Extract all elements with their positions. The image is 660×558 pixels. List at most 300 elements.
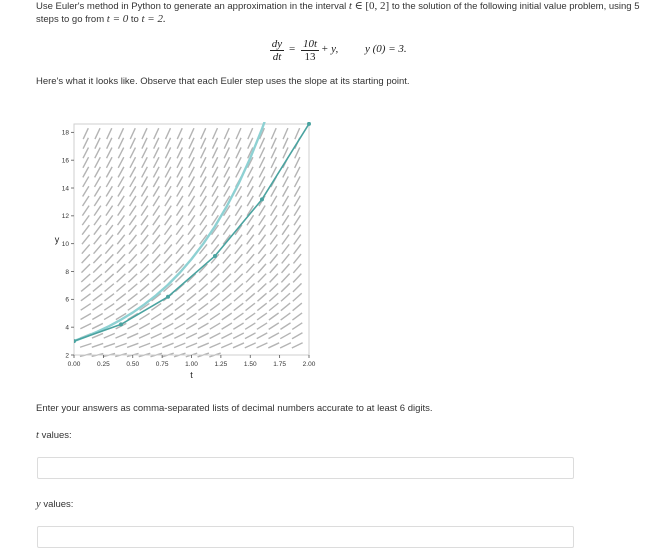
slope-mark: [105, 254, 113, 263]
slope-mark: [221, 343, 232, 348]
slope-mark: [189, 167, 195, 178]
x-tick-label: 1.75: [273, 361, 286, 368]
slope-mark: [293, 274, 301, 283]
instructions: Enter your answers as comma-separated lists of decimal numbers accurate to at least 6 digits.: [36, 403, 433, 414]
slope-mark: [187, 264, 195, 273]
slope-mark: [94, 245, 102, 254]
slope-mark: [94, 177, 100, 187]
y-tick-label: 14: [61, 185, 69, 193]
slope-mark: [222, 323, 232, 329]
problem-line2-start: steps to go from: [36, 14, 105, 25]
euler-point: [307, 122, 311, 126]
slope-mark: [81, 314, 91, 320]
slope-mark: [247, 244, 254, 253]
equals-sign: =: [289, 43, 296, 55]
slope-mark: [259, 157, 264, 168]
slope-mark: [140, 294, 149, 301]
slope-mark: [222, 293, 231, 301]
slope-mark: [187, 293, 196, 301]
slope-mark: [130, 167, 136, 178]
slope-mark: [259, 167, 265, 178]
slope-mark: [295, 167, 300, 178]
slope-mark: [235, 206, 241, 216]
slope-mark: [233, 343, 244, 348]
slope-mark: [188, 206, 194, 216]
slope-mark: [130, 186, 136, 196]
y-values-input[interactable]: [37, 526, 574, 548]
slope-mark: [107, 128, 112, 139]
slope-mark: [118, 167, 124, 178]
slope-mark: [118, 128, 123, 139]
slope-mark: [177, 196, 183, 206]
slope-mark: [115, 343, 126, 347]
slope-mark: [293, 264, 301, 273]
slope-mark: [82, 235, 90, 244]
slope-mark: [294, 235, 301, 245]
slope-mark: [294, 186, 300, 196]
slope-mark: [186, 323, 196, 329]
slope-mark: [106, 186, 112, 196]
slope-mark: [95, 157, 101, 168]
problem-intro: Use Euler's method in Python to generate an approximation in the interval: [36, 1, 347, 12]
slope-mark: [295, 157, 300, 168]
slope-mark: [223, 264, 231, 273]
slope-mark: [106, 206, 113, 216]
slope-mark: [142, 138, 147, 149]
slope-mark: [293, 303, 302, 311]
slope-mark: [246, 254, 254, 263]
slope-mark: [176, 206, 183, 216]
slope-mark: [283, 176, 289, 187]
x-tick-label: 0.00: [67, 361, 81, 368]
slope-mark: [118, 148, 123, 159]
slope-mark: [257, 303, 266, 310]
slope-mark: [93, 264, 102, 272]
y-axis-label: y: [54, 234, 60, 245]
slope-mark: [281, 303, 290, 311]
slope-mark: [258, 235, 265, 245]
slope-mark: [200, 196, 206, 206]
slope-mark: [140, 254, 148, 263]
plot-description: Here's what it looks like. Observe that each Euler step uses the slope at its starting point.: [36, 76, 410, 87]
slope-mark: [198, 333, 209, 338]
slope-mark: [282, 206, 288, 216]
slope-mark: [81, 304, 91, 311]
slope-mark: [94, 206, 101, 216]
slope-mark: [105, 235, 113, 244]
slope-mark: [163, 313, 173, 319]
slope-mark: [130, 157, 136, 168]
slope-mark: [140, 274, 149, 282]
slope-mark: [118, 206, 125, 216]
rhs-numerator: 10t: [302, 38, 318, 50]
slope-mark: [83, 157, 89, 168]
slope-mark: [94, 225, 101, 235]
slope-mark: [141, 245, 149, 254]
slope-mark: [210, 313, 220, 320]
slope-mark: [201, 128, 206, 139]
slope-mark: [154, 147, 159, 158]
slope-mark: [235, 235, 242, 245]
slope-mark: [153, 196, 159, 206]
slope-mark: [212, 167, 218, 178]
slope-mark: [176, 225, 183, 235]
slope-mark: [129, 254, 137, 263]
slope-mark: [188, 186, 194, 196]
slope-mark: [141, 186, 147, 196]
slope-mark: [210, 303, 220, 310]
slope-mark: [248, 138, 253, 149]
x-tick-label: 2.00: [302, 361, 316, 368]
initial-condition: y (0) = 3.: [365, 43, 407, 55]
slope-mark: [281, 274, 289, 283]
slope-mark: [107, 148, 112, 159]
slope-mark: [187, 284, 196, 292]
slope-mark: [141, 215, 148, 225]
element-of-symbol: ∈: [354, 0, 363, 12]
slope-mark: [128, 294, 137, 301]
slope-mark: [118, 186, 124, 196]
slope-mark: [224, 176, 230, 187]
slope-mark: [246, 274, 254, 283]
x-axis-label: t: [190, 370, 193, 380]
slope-mark: [271, 186, 277, 196]
slope-mark: [141, 206, 148, 216]
slope-mark: [93, 294, 103, 301]
slope-mark: [174, 343, 185, 347]
slope-mark: [211, 235, 218, 245]
slope-mark: [280, 343, 291, 348]
slope-mark: [139, 333, 150, 338]
slope-mark: [177, 138, 182, 149]
slope-mark: [186, 343, 197, 348]
slope-mark: [164, 264, 172, 273]
slope-mark: [142, 157, 148, 168]
slope-mark: [222, 313, 232, 320]
slope-mark: [211, 274, 219, 282]
slope-mark: [83, 138, 88, 149]
slope-mark: [80, 323, 91, 328]
slope-mark: [153, 215, 160, 225]
slope-mark: [129, 235, 136, 244]
slope-mark: [280, 323, 290, 330]
slope-mark: [258, 264, 266, 273]
slope-mark: [165, 206, 172, 216]
slope-mark: [106, 167, 112, 178]
slope-mark: [186, 313, 196, 320]
slope-mark: [258, 274, 266, 283]
slope-mark: [270, 244, 277, 253]
slope-mark: [294, 225, 301, 235]
slope-mark: [282, 225, 289, 235]
rhs-fraction: [301, 38, 319, 63]
slope-mark: [234, 264, 242, 273]
slope-mark: [247, 167, 253, 178]
slope-mark: [106, 225, 113, 235]
slope-mark: [81, 294, 91, 301]
slope-mark: [294, 244, 301, 254]
slope-mark: [104, 313, 114, 319]
slope-mark: [92, 343, 103, 347]
slope-mark: [271, 147, 276, 158]
slope-mark: [83, 148, 88, 159]
euler-point: [119, 322, 123, 326]
slope-mark: [142, 177, 148, 187]
slope-mark: [116, 284, 125, 292]
slope-mark: [83, 167, 89, 177]
slope-mark: [212, 176, 218, 187]
slope-mark: [245, 343, 256, 348]
slope-mark: [246, 264, 254, 273]
slope-mark: [223, 225, 230, 235]
slope-mark: [269, 323, 279, 329]
slope-mark: [130, 138, 135, 149]
slope-mark: [175, 323, 185, 329]
slope-mark: [259, 176, 265, 187]
slope-mark: [246, 303, 255, 310]
t-values-suffix: values:: [41, 430, 72, 441]
slope-mark: [142, 148, 147, 159]
end-condition: t = 2.: [141, 13, 166, 25]
slope-mark: [139, 313, 149, 319]
slope-mark: [271, 128, 276, 139]
slope-mark: [235, 254, 243, 263]
slope-mark: [210, 293, 219, 301]
euler-point: [72, 339, 76, 343]
slope-mark: [236, 157, 241, 168]
y-tick-label: 12: [61, 213, 69, 221]
slope-mark: [222, 284, 231, 292]
x-axis: [68, 355, 316, 368]
slope-mark: [129, 245, 137, 254]
slope-mark: [165, 177, 171, 187]
x-tick-label: 0.50: [126, 361, 140, 368]
slope-mark: [165, 167, 171, 178]
slope-mark: [163, 333, 174, 338]
slope-mark: [201, 138, 206, 149]
slope-mark: [270, 215, 277, 225]
slope-mark: [140, 264, 148, 273]
t-values-label: [36, 430, 72, 441]
y-tick-label: 2: [65, 352, 69, 360]
slope-mark: [224, 157, 229, 168]
slope-mark: [245, 313, 255, 320]
slope-mark: [130, 148, 135, 159]
slope-mark: [93, 304, 103, 311]
slope-mark: [127, 333, 138, 338]
slope-mark: [283, 167, 288, 178]
slope-mark: [283, 138, 288, 149]
y-tick-label: 16: [61, 157, 69, 165]
slope-mark: [259, 206, 265, 216]
y-axis: [62, 130, 74, 360]
slope-mark: [199, 293, 208, 301]
slope-mark: [151, 323, 162, 329]
slope-mark: [81, 264, 90, 272]
slope-mark: [129, 215, 136, 225]
slope-mark: [271, 206, 277, 216]
slope-mark: [235, 244, 242, 253]
slope-mark: [93, 284, 102, 292]
slope-mark: [294, 176, 300, 187]
slope-mark: [200, 186, 206, 196]
slope-mark: [201, 157, 206, 168]
slope-mark: [234, 284, 243, 292]
slope-mark: [151, 313, 161, 319]
slope-mark: [257, 343, 268, 348]
slope-mark: [189, 177, 195, 187]
slope-mark: [221, 333, 232, 339]
slope-mark: [199, 274, 208, 282]
slope-mark: [271, 167, 276, 178]
slope-mark: [94, 235, 102, 244]
slope-mark: [116, 303, 126, 310]
slope-mark: [82, 206, 89, 216]
y-tick-label: 8: [65, 268, 69, 276]
slope-mark: [222, 303, 232, 310]
slope-mark: [270, 264, 278, 273]
slope-mark: [177, 128, 182, 139]
slope-mark: [234, 303, 243, 310]
slope-mark: [142, 128, 147, 139]
slope-mark: [95, 138, 100, 149]
slope-mark: [224, 186, 230, 196]
slope-mark: [117, 254, 125, 263]
slope-mark: [164, 254, 172, 263]
x-tick-label: 0.25: [97, 361, 110, 368]
slope-mark: [198, 323, 208, 329]
rhs-tail: + y,: [321, 43, 339, 55]
slope-mark: [224, 128, 229, 139]
slope-mark: [188, 225, 195, 235]
slope-mark: [282, 196, 288, 206]
slope-mark: [223, 215, 230, 225]
euler-plot: [0, 110, 340, 385]
slope-mark: [176, 215, 183, 225]
slope-mark: [83, 196, 89, 206]
slope-mark: [154, 138, 159, 149]
y-values-suffix: values:: [43, 499, 74, 510]
slope-mark: [153, 186, 159, 196]
slope-mark: [177, 147, 182, 158]
slope-mark: [94, 215, 101, 225]
derivative-fraction: [270, 38, 284, 63]
slope-mark: [105, 274, 114, 282]
slope-mark: [224, 167, 230, 178]
slope-mark: [188, 196, 194, 206]
slope-mark: [186, 333, 197, 338]
slope-mark: [201, 147, 206, 158]
slope-mark: [116, 333, 127, 338]
slope-mark: [151, 343, 162, 347]
slope-mark: [233, 323, 243, 329]
problem-line-2: [36, 13, 648, 26]
slope-mark: [163, 303, 173, 310]
slope-mark: [198, 343, 209, 348]
slope-mark: [292, 323, 302, 330]
slope-mark: [269, 303, 278, 311]
rhs-denominator: 13: [304, 51, 316, 63]
slope-mark: [258, 283, 267, 291]
slope-mark: [116, 294, 126, 301]
slope-mark: [165, 157, 170, 168]
slope-mark: [139, 343, 150, 347]
slope-mark: [129, 264, 137, 273]
t-values-input[interactable]: [37, 457, 574, 479]
slope-mark: [151, 333, 162, 338]
slope-mark: [270, 235, 277, 245]
slope-mark: [200, 225, 207, 235]
slope-mark: [127, 323, 138, 329]
slope-mark: [80, 344, 91, 348]
slope-mark: [83, 177, 89, 187]
interval-variable: t: [348, 0, 352, 12]
slope-mark: [117, 264, 125, 273]
slope-mark: [200, 176, 206, 187]
slope-mark: [153, 235, 160, 244]
slope-mark: [130, 128, 135, 139]
slope-mark: [152, 264, 160, 273]
slope-mark: [141, 235, 148, 244]
slope-mark: [154, 128, 159, 139]
slope-mark: [294, 206, 300, 216]
problem-mid: to the solution of the following initial value problem, using: [391, 1, 632, 12]
derivative-numerator: dy: [271, 38, 283, 50]
slope-mark: [153, 167, 159, 178]
y-tick-label: 4: [65, 324, 69, 332]
slope-mark: [198, 303, 208, 310]
slope-mark: [212, 196, 218, 206]
slope-mark: [269, 283, 278, 291]
slope-mark: [210, 333, 221, 338]
slope-mark: [82, 225, 89, 235]
slope-mark: [212, 138, 217, 149]
x-tick-label: 1.50: [243, 361, 257, 368]
slope-mark: [257, 323, 267, 329]
slope-mark: [257, 293, 266, 301]
slope-mark: [94, 196, 100, 206]
y-tick-label: 10: [61, 240, 69, 248]
slope-mark: [129, 206, 136, 216]
slope-mark: [282, 215, 289, 225]
slope-mark: [152, 254, 160, 263]
slope-mark: [246, 283, 255, 291]
slope-mark: [211, 264, 219, 273]
slope-mark: [199, 254, 207, 263]
slope-mark: [271, 138, 276, 149]
slope-mark: [106, 196, 112, 206]
slope-mark: [163, 323, 173, 329]
slope-mark: [176, 235, 183, 245]
slope-mark: [152, 284, 161, 292]
slope-mark: [118, 196, 124, 206]
slope-mark: [105, 284, 114, 292]
slope-mark: [213, 128, 218, 139]
problem-line-1: [36, 0, 648, 13]
slope-mark: [83, 186, 89, 196]
problem-statement: [36, 0, 648, 26]
slope-mark: [246, 293, 255, 301]
slope-mark: [93, 274, 102, 282]
slope-mark: [280, 333, 290, 339]
to-word: to: [130, 14, 139, 25]
slope-mark: [141, 225, 148, 235]
slope-mark: [95, 128, 100, 139]
slope-mark: [189, 138, 194, 149]
slope-mark: [212, 186, 218, 196]
slope-mark: [258, 254, 266, 263]
slope-mark: [118, 157, 124, 168]
